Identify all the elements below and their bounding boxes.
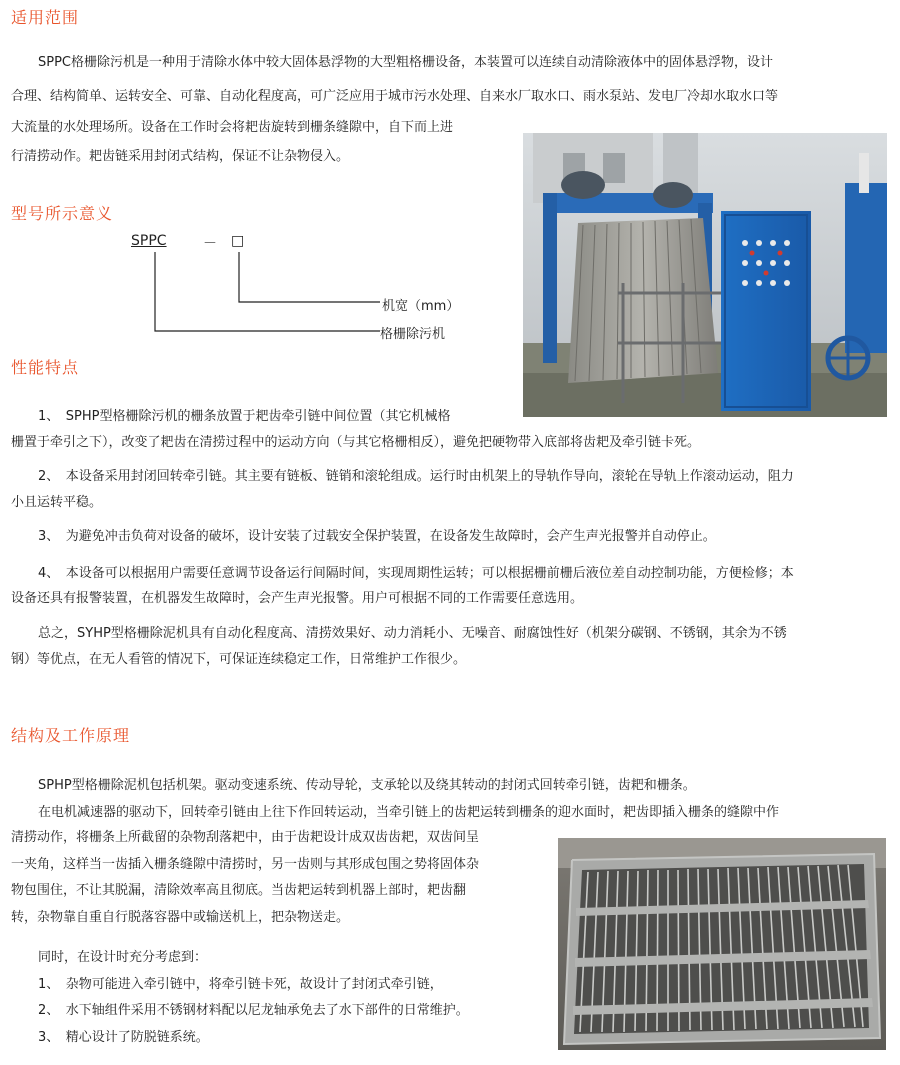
features-line-6: 4、 本设备可以根据用户需要任意调节设备运行间隔时间，实现周期性运转；可以根据栅前栅后液位差自动控制功能，方便检修；本 <box>38 566 794 581</box>
scope-line-1: SPPC格栅除污机是一种用于清除水体中较大固体悬浮物的大型粗格栅设备，本装置可以连续自动清除液体中的固体悬浮物，设计 <box>38 55 774 70</box>
structure-line-3: 清捞动作，将栅条上所截留的杂物刮落耙中，由于齿耙设计成双齿齿耙，双齿间呈 <box>11 830 480 845</box>
features-line-2: 栅置于牵引之下），改变了耙齿在清捞过程中的运动方向（与其它格栅相反），避免把硬物带入底部将齿耙及牵引链卡死。 <box>11 435 701 450</box>
model-label-name: 格栅除污机 <box>380 327 446 342</box>
section-title-structure: 结构及工作原理 <box>11 726 131 745</box>
features-line-1: 1、 SPHP型格栅除污机的栅条放置于耙齿牵引链中间位置（其它机械格 <box>38 409 451 424</box>
scope-line-3: 大流量的水处理场所。设备在工作时会将耙齿旋转到栅条缝隙中，自下而上进 <box>11 120 454 135</box>
scope-line-2: 合理、结构简单、运转安全、可靠、自动化程度高，可广泛应用于城市污水处理、自来水厂取水口、雨水泵站、发电厂冷却水取水口等 <box>11 89 779 104</box>
section-title-scope: 适用范围 <box>11 8 80 27</box>
structure-line-5: 物包围住，不让其脱漏，清除效率高且彻底。当齿耙运转到机器上部时，耙齿翻 <box>11 883 467 898</box>
section-title-features: 性能特点 <box>11 358 80 377</box>
features-line-5: 3、 为避免冲击负荷对设备的破坏，设计安装了过载安全保护装置，在设备发生故障时，会产生声光报警并自动停止。 <box>38 529 716 544</box>
structure-line-7: 同时，在设计时充分考虑到： <box>38 950 208 965</box>
scope-line-4: 行清捞动作。耙齿链采用封闭式结构，保证不让杂物侵入。 <box>11 149 350 164</box>
model-box: □ <box>231 233 245 249</box>
structure-line-4: 一夹角，这样当一齿插入栅条缝隙中清捞时，另一齿则与其形成包围之势将固体杂 <box>11 857 480 872</box>
model-diagram-lines <box>0 0 400 340</box>
features-line-3: 2、 本设备采用封闭回转牵引链。其主要有链板、链销和滚轮组成。运行时由机架上的导轨作导向，滚轮在导轨上作滚动运动，阻力 <box>38 469 794 484</box>
features-line-4: 小且运转平稳。 <box>11 495 103 510</box>
features-line-9: 钢）等优点，在无人看管的情况下，可保证连续稳定工作，日常维护工作很少。 <box>11 652 467 667</box>
structure-line-9: 2、 水下轴组件采用不锈钢材料配以尼龙轴承免去了水下部件的日常维护。 <box>38 1003 469 1018</box>
structure-line-8: 1、 杂物可能进入牵引链中，将牵引链卡死，故设计了封闭式牵引链， <box>38 977 443 992</box>
structure-line-6: 转，杂物靠自重自行脱落容器中或输送机上，把杂物送走。 <box>11 910 350 925</box>
structure-line-2: 在电机减速器的驱动下，回转牵引链由上往下作回转运动，当牵引链上的齿耙运转到栅条的迎水面时，耙齿即插入栅条的缝隙中作 <box>38 805 780 820</box>
model-dash: － <box>203 236 217 252</box>
equipment-photo-cabinet <box>523 133 887 417</box>
features-line-7: 设备还具有报警装置，在机器发生故障时，会产生声光报警。用户可根据不同的工作需要任意选用。 <box>11 591 584 606</box>
features-line-8: 总之，SYHP型格栅除泥机具有自动化程度高、清捞效果好、动力消耗小、无噪音、耐腐蚀性好（机架分碳钢、不锈钢，其余为不锈 <box>38 626 787 641</box>
model-code: SPPC <box>131 233 167 249</box>
section-title-model: 型号所示意义 <box>11 204 114 223</box>
grate-frame-photo <box>558 838 886 1050</box>
model-label-width: 机宽（mm） <box>382 299 460 314</box>
structure-line-1: SPHP型格栅除泥机包括机架。驱动变速系统、传动导轮，支承轮以及绕其转动的封闭式回转牵引链，齿耙和栅条。 <box>38 778 696 793</box>
structure-line-10: 3、 精心设计了防脱链系统。 <box>38 1030 209 1045</box>
